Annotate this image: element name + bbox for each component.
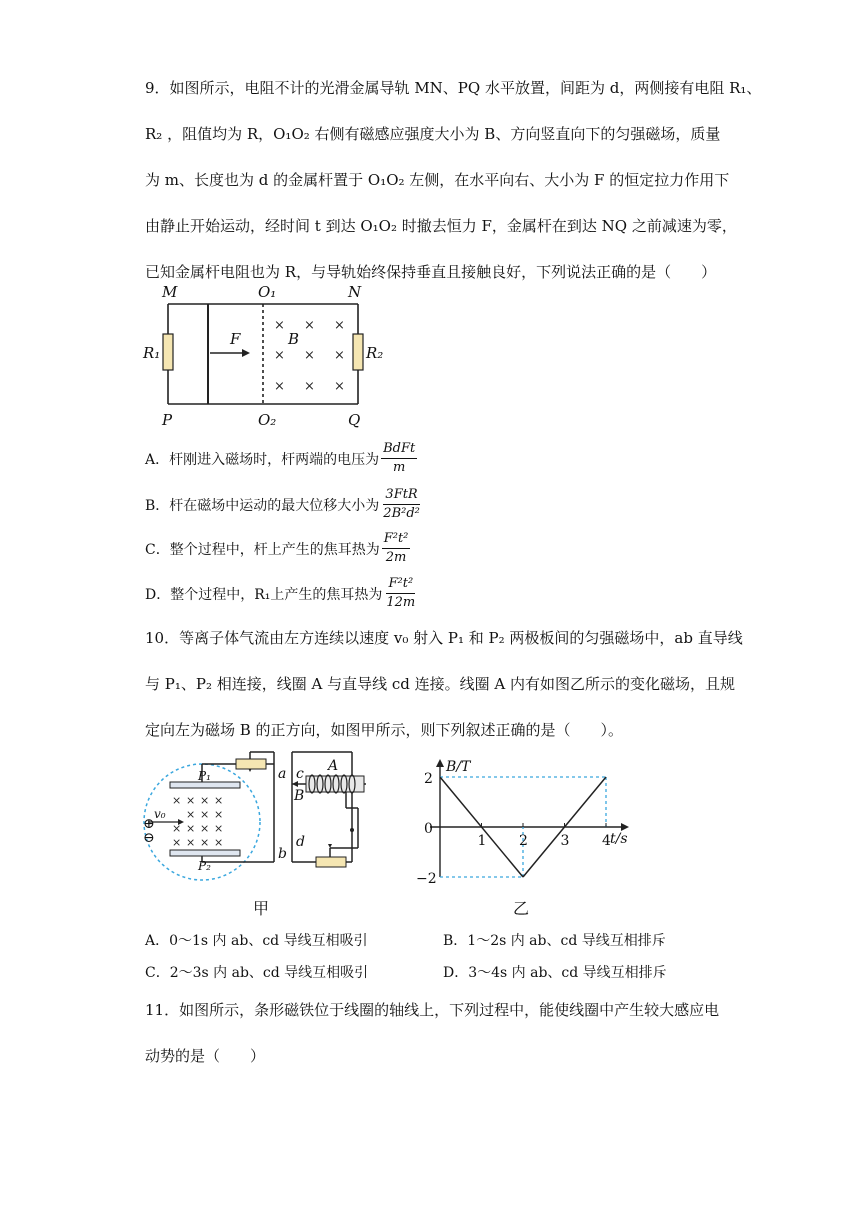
figure-a-caption: 甲 (253, 899, 270, 918)
y-tick-label: −2 (416, 871, 437, 885)
label-q: Q (348, 411, 361, 429)
cross-mark: × (304, 318, 315, 333)
cross-mark: × (186, 822, 196, 835)
q9-option-d[interactable] (145, 575, 417, 612)
cross-mark: × (214, 822, 224, 835)
cross-mark: × (304, 348, 315, 363)
q10-figure-a (140, 748, 380, 888)
x-tick-label: 3 (560, 833, 570, 849)
cross-mark: × (214, 836, 224, 849)
cross-mark: × (186, 808, 196, 821)
x-axis-arrow (621, 823, 629, 831)
label-force: F (230, 330, 241, 348)
x-tick-label: 2 (519, 833, 528, 849)
resistor-top (236, 759, 266, 769)
q9-line-5: 已知金属杆电阻也为 R，与导轨始终保持垂直且接触良好，下列说法正确的是（ ） (145, 263, 717, 281)
cross-mark: × (334, 379, 345, 394)
q11-stem (145, 990, 725, 1076)
label-o1: O₁ (258, 283, 277, 301)
resistor-r1 (163, 334, 173, 370)
denominator: m (393, 460, 406, 475)
q9-line-1: 9．如图所示，电阻不计的光滑金属导轨 MN、PQ 水平放置，间距为 d，两侧接有电阻 R₁、 (145, 79, 762, 97)
numerator: F²t² (382, 530, 411, 549)
cross-mark: × (200, 836, 210, 849)
cross-mark: × (214, 808, 224, 821)
cross-mark: × (172, 794, 182, 807)
denominator: 2B²d² (383, 506, 420, 521)
cross-mark: × (274, 348, 285, 363)
q10-line-1: 10．等离子体气流由左方连续以速度 v₀ 射入 P₁ 和 P₂ 两极板间的匀强磁场中，ab 直导线 (145, 629, 743, 647)
y-axis-label: B/T (446, 759, 471, 775)
fraction (381, 486, 422, 523)
label-p1: P₁ (198, 769, 211, 783)
q10-line-3: 定向左为磁场 B 的正方向，如图甲所示，则下列叙述正确的是（ ）。 (145, 721, 624, 739)
q9-stem (145, 68, 762, 292)
plate-p2 (170, 850, 240, 856)
label-v0: v₀ (154, 807, 166, 821)
plate-field-crosses (172, 794, 223, 849)
label-field-b: B (294, 788, 305, 804)
q9-option-b[interactable] (145, 486, 422, 523)
fraction (381, 440, 417, 477)
cross-mark: × (214, 794, 224, 807)
cross-mark: × (186, 794, 196, 807)
option-text: A．杆刚进入磁场时，杆两端的电压为 (145, 451, 380, 468)
fraction (382, 530, 411, 567)
cross-mark: × (334, 348, 345, 363)
cross-mark: × (274, 318, 285, 333)
q9-option-c[interactable] (145, 530, 410, 567)
label-coil-a: A (328, 758, 339, 774)
x-axis-label: t/s (610, 831, 628, 847)
minus-icon: ⊖ (143, 830, 155, 846)
option-text: D．整个过程中，R₁上产生的焦耳热为 (145, 586, 383, 603)
cross-mark: × (200, 794, 210, 807)
x-tick-label: 4 (602, 833, 611, 849)
label-o2: O₂ (258, 411, 277, 429)
plus-icon: ⊕ (143, 816, 155, 832)
denominator: 2m (385, 550, 407, 565)
q11-line-1: 11．如图所示，条形磁铁位于线圈的轴线上，下列过程中，能使线圈中产生较大感应电 (145, 1001, 720, 1019)
cross-mark: × (200, 822, 210, 835)
q10-figure-b-graph (410, 755, 640, 885)
label-c: c (296, 766, 304, 782)
cross-mark: × (304, 379, 315, 394)
label-n: N (348, 283, 362, 301)
q10-option-c[interactable]: C．2～3s 内 ab、cd 导线互相吸引 (145, 965, 369, 981)
q9-circuit-figure (140, 282, 390, 432)
fraction (384, 575, 417, 612)
field-crosses (274, 318, 345, 394)
q9-line-2: R₂ ，阻值均为 R，O₁O₂ 右侧有磁感应强度大小为 B、方向竖直向下的匀强磁场，质量 (145, 125, 721, 143)
cross-mark: × (172, 822, 182, 835)
q9-line-4: 由静止开始运动，经时间 t 到达 O₁O₂ 时撤去恒力 F，金属杆在到达 NQ 之前减速为零， (145, 217, 737, 235)
q10-option-b[interactable]: B．1～2s 内 ab、cd 导线互相排斥 (443, 933, 666, 949)
cross-mark: × (334, 318, 345, 333)
q9-option-a[interactable] (145, 440, 417, 477)
label-b: b (278, 846, 287, 862)
cross-mark: × (186, 836, 196, 849)
q10-option-a[interactable]: A．0～1s 内 ab、cd 导线互相吸引 (145, 933, 368, 949)
y-tick-label: 2 (424, 771, 433, 787)
option-text: C．整个过程中，杆上产生的焦耳热为 (145, 541, 380, 558)
figure-b-caption: 乙 (513, 899, 530, 918)
y-axis-arrow (436, 759, 444, 767)
resistor-bottom (316, 857, 346, 867)
numerator: 3FtR (383, 486, 419, 505)
q10-stem (145, 618, 743, 750)
q10-option-d[interactable]: D．3～4s 内 ab、cd 导线互相排斥 (443, 965, 667, 981)
label-p2: P₂ (198, 859, 211, 873)
label-m: M (162, 283, 178, 301)
label-p: P (162, 411, 173, 429)
denominator: 12m (386, 595, 416, 610)
label-a: a (278, 766, 287, 782)
label-field: B (288, 330, 300, 348)
resistor-r2 (353, 334, 363, 370)
label-r1: R₁ (143, 344, 161, 362)
cross-mark: × (172, 836, 182, 849)
y-tick-label: 0 (424, 821, 433, 837)
q9-line-3: 为 m、长度也为 d 的金属杆置于 O₁O₂ 左侧，在水平向右、大小为 F 的恒定拉力作用下 (145, 171, 730, 189)
numerator: F²t² (386, 575, 415, 594)
option-text: B．杆在磁场中运动的最大位移大小为 (145, 497, 380, 514)
q10-line-2: 与 P₁、P₂ 相连接，线圈 A 与直导线 cd 连接。线圈 A 内有如图乙所示的变化磁场，且规 (145, 675, 736, 693)
q11-line-2: 动势的是（ ） (145, 1047, 266, 1065)
cross-mark: × (200, 808, 210, 821)
x-tick-label: 1 (477, 833, 487, 849)
cross-mark: × (274, 379, 285, 394)
label-d: d (296, 834, 305, 850)
label-r2: R₂ (366, 344, 384, 362)
numerator: BdFt (381, 440, 417, 459)
